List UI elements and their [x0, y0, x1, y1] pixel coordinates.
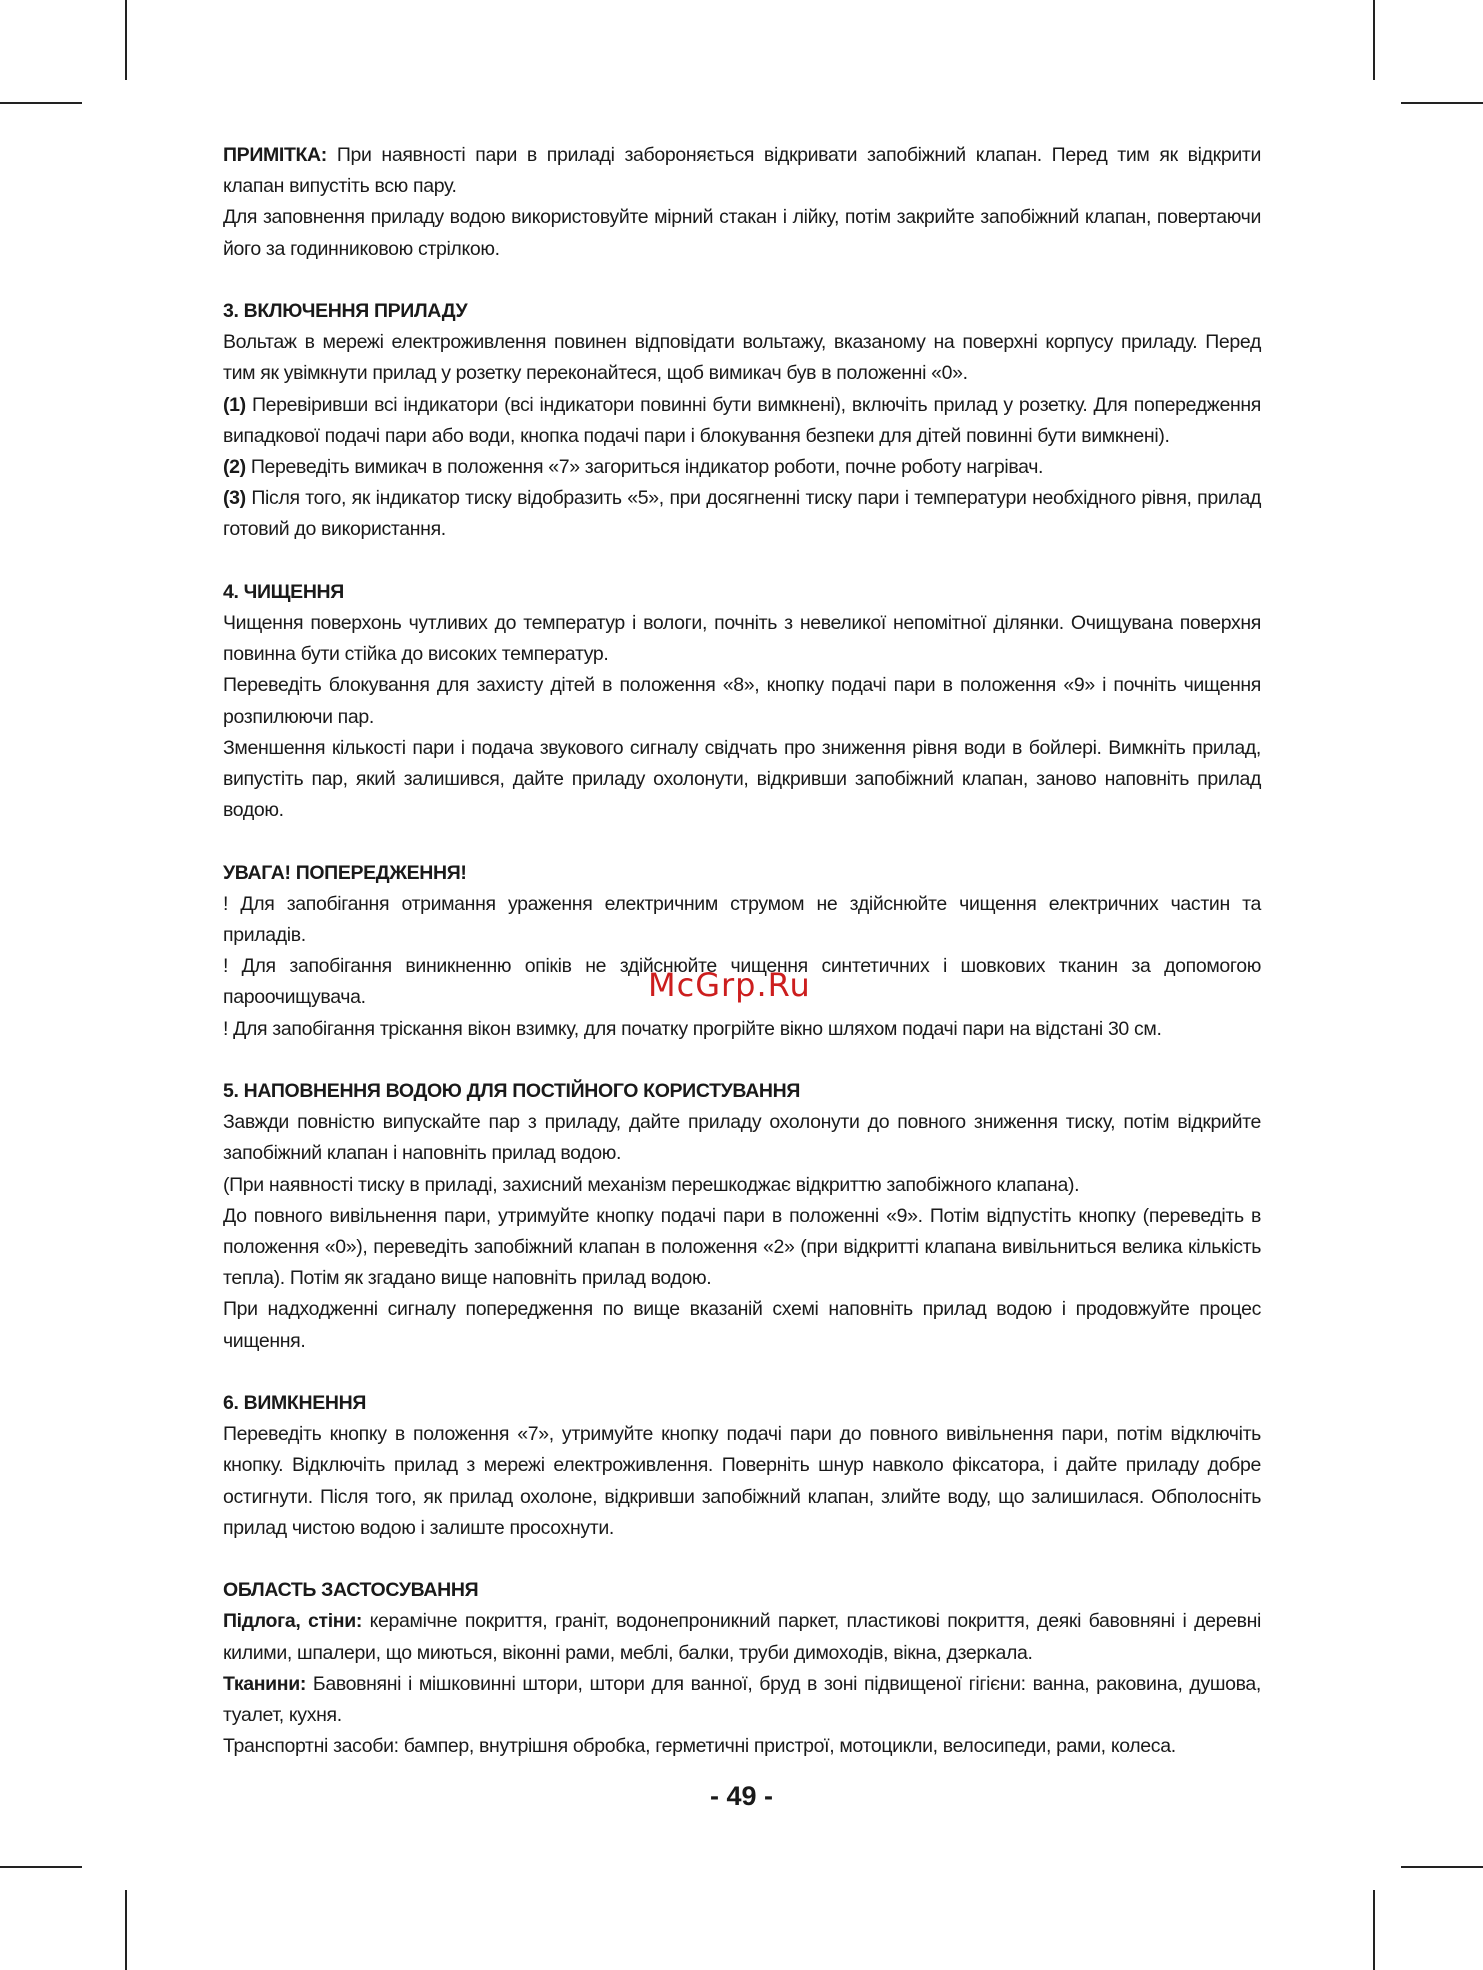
note-paragraph	[223, 140, 1261, 202]
floor-label: Підлога, стіни:	[223, 1610, 363, 1633]
section-4-heading: 4. ЧИЩЕННЯ	[223, 580, 344, 603]
section-3-paragraph: Вольтаж в мережі електроживлення повинен відповідати вольтажу, вказаному на поверхні корпусу приладу. Перед тим як увімкнути прилад у розетку переконайтеся, щоб вимикач був в положенні «0».	[223, 331, 1261, 385]
fabric-label: Тканини:	[223, 1672, 306, 1695]
section-3-step-2: (2) Переведіть вимикач в положення «7» загориться індикатор роботи, почне роботу нагрівач.	[223, 456, 1044, 479]
crop-mark	[1373, 1890, 1375, 1970]
step-3-label: (3)	[223, 487, 246, 510]
section-4-paragraph: Чищення поверхонь чутливих до температур і вологи, почніть з невеликої непомітної ділянки. Очищувана поверхня повинна бути стійка до високих температур.	[223, 612, 1261, 666]
crop-mark	[0, 102, 82, 104]
section-3-step-1: (1) Перевіривши всі індикатори (всі індикатори повинні бути вимкнені), включіть прилад у розетку. Для попередження випадкової подачі пари або води, кнопка подачі пари і блокування безпеки для дітей повинні бути вимкнені).	[223, 393, 1261, 447]
application-heading: ОБЛАСТЬ ЗАСТОСУВАННЯ	[223, 1579, 479, 1602]
application-transport-paragraph: Транспортні засоби: бампер, внутрішня обробка, герметичні пристрої, мотоцикли, велосипеди, рами, колеса.	[223, 1735, 1176, 1758]
section-5-paragraph: До повного вивільнення пари, утримуйте кнопку подачі пари в положенні «9». Потім відпустіть кнопку (переведіть в положення «0»), переведіть запобіжний клапан в положення «2» (при відкритті клапана вивільниться велика кількість тепла). Потім як згадано вище наповніть прилад водою.	[223, 1204, 1261, 1290]
section-5-heading: 5. НАПОВНЕННЯ ВОДОЮ ДЛЯ ПОСТІЙНОГО КОРИСТУВАННЯ	[223, 1080, 801, 1103]
section-4-paragraph: Переведіть блокування для захисту дітей в положення «8», кнопку подачі пари в положення «9» і почніть чищення розпилюючи пар.	[223, 674, 1261, 728]
note-fill-paragraph: Для заповнення приладу водою використовуйте мірний стакан і лійку, потім закрийте запобіжний клапан, повертаючи його за годинниковою стрілкою.	[223, 206, 1261, 260]
section-6-heading: 6. ВИМКНЕННЯ	[223, 1392, 366, 1415]
warning-heading: УВАГА! ПОПЕРЕДЖЕННЯ!	[223, 861, 467, 884]
step-1-label: (1)	[223, 393, 246, 416]
crop-mark	[125, 1890, 127, 1970]
section-5-paragraph: Завжди повністю випускайте пар з приладу, дайте приладу охолонути до повного зниження тиску, потім відкрийте запобіжний клапан і наповніть прилад водою.	[223, 1111, 1261, 1165]
crop-mark	[1401, 102, 1483, 104]
warning-paragraph: ! Для запобігання виникненню опіків не здійснюйте чищення синтетичних і шовкових тканин за допомогою пароочищувача.	[223, 955, 1261, 1009]
document-page	[223, 140, 1261, 1762]
note-label: ПРИМІТКА:	[223, 144, 327, 166]
section-3-step-3: (3) Після того, як індикатор тиску відобразить «5», при досягненні тиску пари і температури необхідного рівня, прилад готовий до використання.	[223, 487, 1261, 541]
watermark: McGrp.Ru	[648, 966, 811, 1004]
section-5-paragraph: При надходженні сигналу попередження по вище вказаній схемі наповніть прилад водою і продовжуйте процес чищення.	[223, 1298, 1261, 1352]
note-text: При наявності пари в приладі забороняється відкривати запобіжний клапан. Перед тим як відкрити клапан випустіть всю пару.	[223, 144, 1261, 198]
application-floor-paragraph: Підлога, стіни: керамічне покриття, граніт, водонепроникний паркет, пластикові покриття, деякі бавовняні і деревні килими, шпалери, що миються, віконні рами, меблі, балки, труби димоходів, вікна, дзеркала.	[223, 1610, 1261, 1664]
crop-mark	[0, 1866, 82, 1868]
section-3-heading: 3. ВКЛЮЧЕННЯ ПРИЛАДУ	[223, 300, 468, 322]
section-4-paragraph: Зменшення кількості пари і подача звукового сигналу свідчать про зниження рівня води в бойлері. Вимкніть прилад, випустіть пар, який залишився, дайте приладу охолонути, відкривши запобіжний клапан, заново наповніть прилад водою.	[223, 736, 1261, 822]
warning-paragraph: ! Для запобігання отримання ураження електричним струмом не здійснюйте чищення електричних частин та приладів.	[223, 892, 1261, 947]
application-fabric-paragraph: Тканини: Бавовняні і мішковинні штори, штори для ванної, бруд в зоні підвищеної гігієни: ванна, раковина, душова, туалет, кухня.	[223, 1672, 1261, 1727]
section-6-paragraph: Переведіть кнопку в положення «7», утримуйте кнопку подачі пари до повного вивільнення пари, потім відключіть кнопку. Відключіть прилад з мережі електроживлення. Поверніть шнур навколо фіксатора, і дайте приладу добре остигнути. Після того, як прилад охолоне, відкривши запобіжний клапан, злийте воду, що залишилася. Обполосніть прилад чистою водою і залиште просохнути.	[223, 1423, 1261, 1539]
step-2-label: (2)	[223, 456, 246, 479]
section-5-paragraph: (При наявності тиску в приладі, захисний механізм перешкоджає відкриттю запобіжного клапана).	[223, 1173, 1080, 1196]
crop-mark	[1373, 0, 1375, 80]
crop-mark	[125, 0, 127, 80]
warning-paragraph: ! Для запобігання тріскання вікон взимку, для початку прогрійте вікно шляхом подачі пари на відстані 30 см.	[223, 1017, 1162, 1040]
crop-mark	[1401, 1866, 1483, 1868]
page-number: - 49 -	[709, 1781, 774, 1811]
